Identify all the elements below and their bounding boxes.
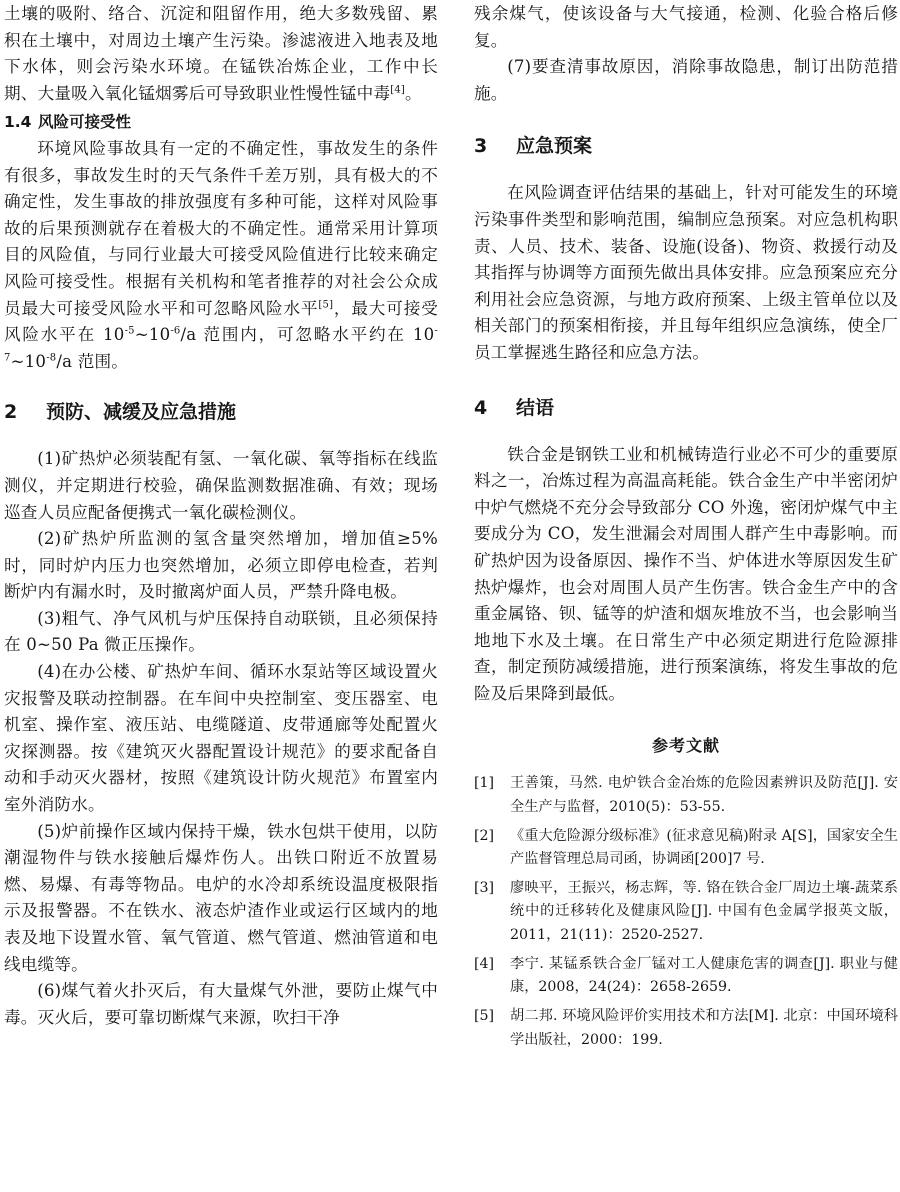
section-1-4-paragraph: 环境风险事故具有一定的不确定性，事故发生的条件有很多，事故发生时的天气条件千差万别，具有极大的不确定性，发生事故的排放强度有多种可能，这样对风险事故的后果预测就存在着极大的不确定性。通常采用计算项目的风险值，与同行业最大可接受风险值进行比较来确定风险可接受性。根据有关机构和笔者推荐的对社会公众成员最大可接受风险水平和可忽略风险水平[5]，最大可接受风险水平在 $10^{-5}\sim 10^{-6}/a$ 范围内，可忽略水平约在 $10^{-7}\sim 10^{-8}/a$ 范围。 <box>4 138 438 371</box>
section-1-4-heading: 1.4 风险可接受性 <box>4 113 132 132</box>
intro-paragraph: 土壤的吸附、络合、沉淀和阻留作用，绝大多数残留、累积在土壤中，对周边土壤产生污染。渗滤液进入地表及地下水体，则会污染水环境。在锰铁冶炼企业，工作中长期、大量吸入氧化锰烟雾后可导致职业性慢性锰中毒[4]。 <box>4 4 438 103</box>
continued-paragraph: 残余煤气，使该设备与大气接通，检测、化验合格后修复。 <box>474 4 898 50</box>
section-4-paragraph: 铁合金是钢铁工业和机械铸造行业必不可少的重要原料之一，冶炼过程为高温高耗能。铁合金生产中半密闭炉中炉气燃烧不充分会导致部分 CO 外逸，密闭炉煤气中主要成分为 CO，发生泄漏会对周围人群产生中毒影响。而矿热炉因为设备原因、操作不当、炉体进水等原因发生矿热炉爆炸，也会对周围人员产生伤害。铁合金生产中的含重金属铬、钡、锰等的炉渣和烟灰堆放不当，也会影响当地地下水及土壤。在日常生产中必须定期进行危险源排查，制定预防减缓措施，进行预案演练，将发生事故的危险及后果降到最低。 <box>474 444 898 703</box>
reference-item: [2] 《重大危险源分级标准》(征求意见稿)附录 A[S]，国家安全生产监督管理总局司函，协调函[200]7 号. <box>474 827 898 868</box>
reference-item: [3] 廖映平，王振兴，杨志辉，等. 铬在铁合金厂周边土壤-蔬菜系统中的迁移转化及健康风险[J]. 中国有色金属学报英文版，2011，21(11)：2520-2527. <box>474 880 898 943</box>
references-heading: 参考文献 <box>651 736 720 756</box>
reference-item: [5] 胡二邦. 环境风险评价实用技术和方法[M]. 北京：中国环境科学出版社，2000：199. <box>474 1008 898 1048</box>
references-list <box>474 772 898 1051</box>
measure-item-2: (2)矿热炉所监测的氢含量突然增加，增加值≥5% 时，同时炉内压力也突然增加，必须立即停电检查，若判断炉内有漏水时，及时撤离炉面人员，严禁升降电极。 <box>4 529 438 602</box>
measure-item-3: (3)粗气、净气风机与炉压保持自动联锁，且必须保持在 0~50 Pa 微正压操作。 <box>4 608 438 655</box>
left-column <box>4 0 438 1031</box>
section-3-heading: 3 应急预案 <box>474 135 593 158</box>
measure-item-1: (1)矿热炉必须装配有氢、一氧化碳、氧等指标在线监测仪，并定期进行校验，确保监测数据准确、有效；现场巡查人员应配备便携式一氧化碳检测仪。 <box>4 449 438 522</box>
reference-item: [1] 王善策，马然. 电炉铁合金冶炼的危险因素辨识及防范[J]. 安全生产与监督，2010(5)：53-55. <box>474 775 898 815</box>
citation-5[interactable]: [5] <box>318 299 334 310</box>
measure-item-6: (6)煤气着火扑灭后，有大量煤气外泄，要防止煤气中毒。灭火后，要可靠切断煤气来源，吹扫干净 <box>4 981 438 1027</box>
measure-item-5: (5)炉前操作区域内保持干燥，铁水包烘干使用，以防潮湿物件与铁水接触后爆炸伤人。出铁口附近不放置易燃、易爆、有毒等物品。电炉的水冷却系统设温度极限指示及报警器。不在铁水、液态炉渣作业或运行区域内的地表及地下设置水管、氧气管道、燃气管道、燃油管道和电线电缆等。 <box>4 821 438 974</box>
citation-4[interactable]: [4] <box>390 84 406 96</box>
section-4-heading: 4 结语 <box>474 396 555 419</box>
section-2-heading: 2 预防、减缓及应急措施 <box>4 401 237 424</box>
right-column <box>474 0 898 1058</box>
measure-item-4: (4)在办公楼、矿热炉车间、循环水泵站等区域设置火灾报警及联动控制器。在车间中央控制室、变压器室、电机室、操作室、液压站、电缆隧道、皮带通廊等处配置火灾探测器。按《建筑灭火器配置设计规范》的要求配备自动和手动灭火器材，按照《建筑设计防火规范》布置室内室外消防水。 <box>4 662 438 815</box>
measure-item-7: (7)要查清事故原因，消除事故隐患，制订出防范措施。 <box>474 57 898 103</box>
reference-item: [4] 李宁. 某锰系铁合金厂锰对工人健康危害的调查[J]. 职业与健康，2008，24(24)：2658-2659. <box>474 955 898 996</box>
section-3-paragraph: 在风险调查评估结果的基础上，针对可能发生的环境污染事件类型和影响范围，编制应急预案。对应急机构职责、人员、技术、装备、设施(设备)、物资、救援行动及其指挥与协调等方面预先做出具体安排。应急预案应充分利用社会应急资源，与地方政府预案、上级主管单位以及相关部门的预案相衔接，并且每年组织应急演练，使全厂员工掌握逃生路径和应急方法。 <box>474 183 898 362</box>
